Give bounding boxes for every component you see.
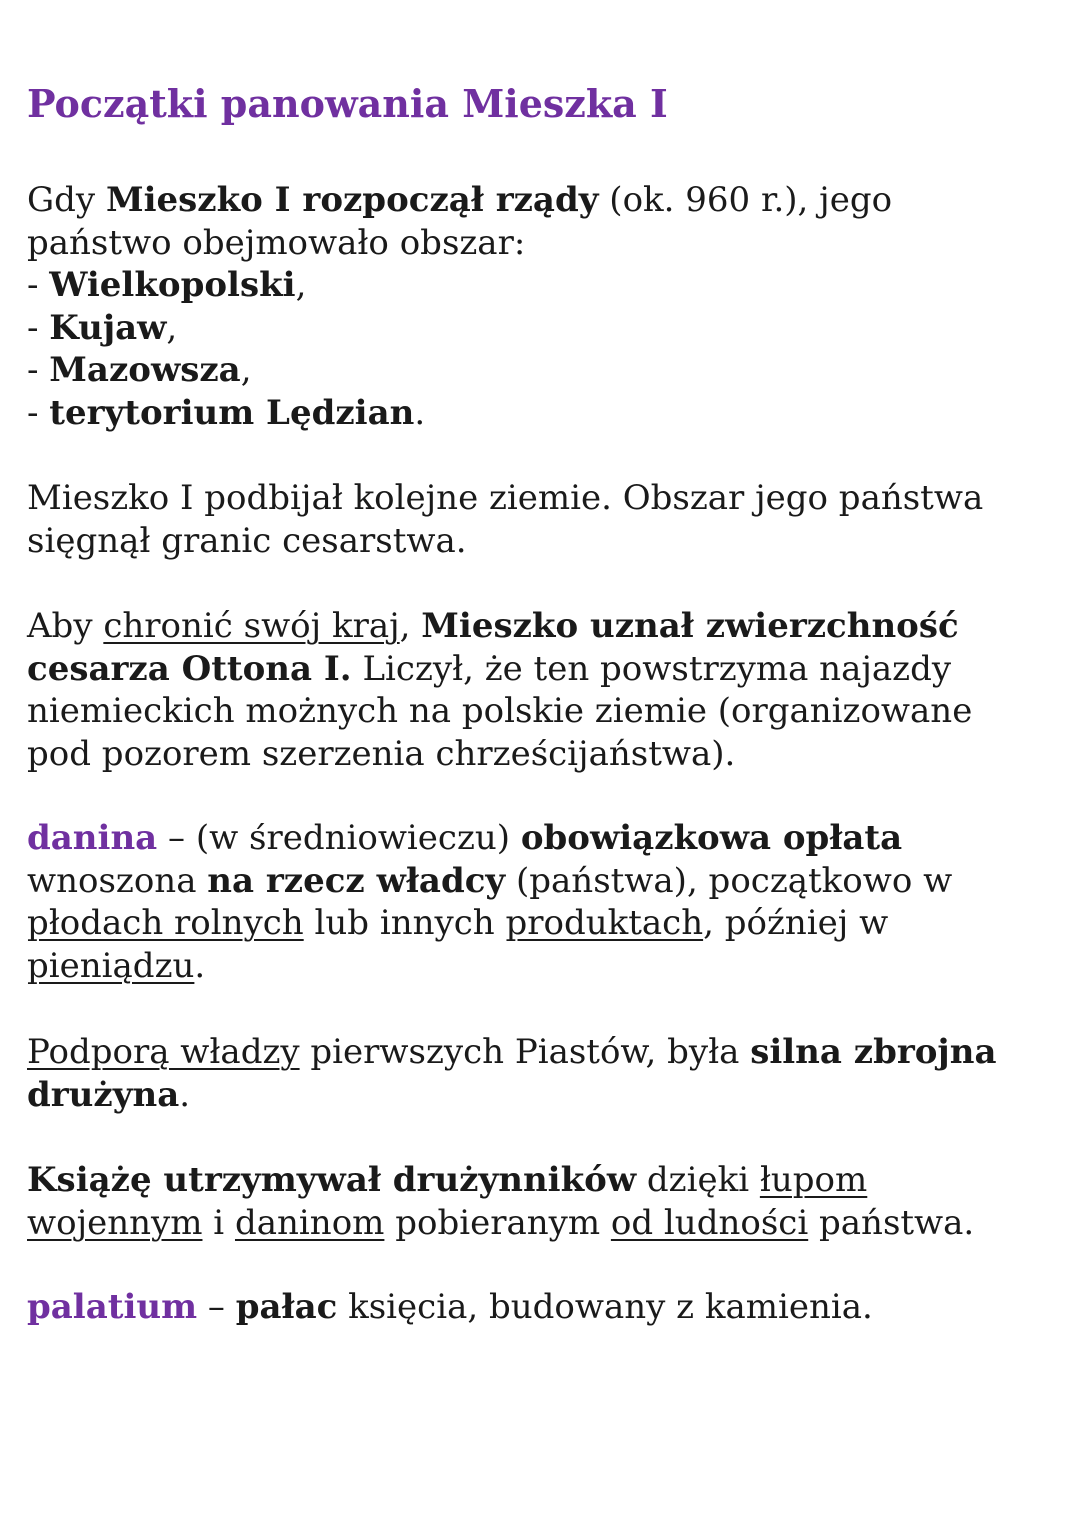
text: i: [202, 1202, 235, 1243]
list-dash: -: [27, 307, 50, 348]
paragraph-prince: [27, 1159, 1057, 1244]
bold-text: na rzecz władcy: [207, 860, 506, 901]
bold-text: obowiązkowa opłata: [520, 818, 903, 858]
underlined-text: od ludności: [610, 1202, 809, 1243]
definition-danina: [27, 817, 1057, 987]
bold-text: Mieszko uznał zwierzchność: [421, 606, 959, 646]
text-line: [27, 1031, 1057, 1074]
text: .: [194, 945, 206, 986]
text-line: pod pozorem szerzenia chrześcijaństwa).: [27, 733, 736, 774]
definition-term: palatium: [27, 1287, 198, 1327]
paragraph-conquests: [27, 477, 1057, 562]
punctuation: ,: [295, 265, 307, 305]
text: ,: [399, 606, 422, 646]
text-line: niemieckich możnych na polskie ziemie (organizowane: [27, 691, 973, 731]
paragraph-retinue: [27, 1031, 1057, 1116]
territory-name: Mazowsza: [49, 350, 241, 390]
underlined-text: chronić swój kraj: [103, 606, 400, 646]
list-item: [27, 307, 1057, 350]
underlined-text: płodach rolnych: [27, 903, 304, 943]
bold-text: silna zbrojna: [750, 1032, 997, 1072]
text: Aby: [27, 606, 104, 646]
bold-text: drużyna: [27, 1074, 180, 1115]
territory-list: [27, 264, 1057, 434]
paragraph-territory: [27, 179, 1057, 434]
text: Liczył, że ten powstrzyma najazdy: [351, 648, 952, 689]
territory-name: Wielkopolski: [49, 265, 296, 305]
text-line: [27, 817, 1057, 860]
list-dash: -: [27, 392, 50, 433]
text-line: [27, 1159, 1057, 1202]
text-line: [27, 648, 1057, 691]
text: (państwa), początkowo w: [505, 860, 953, 901]
list-item: [27, 264, 1057, 307]
text-line: [27, 1286, 1057, 1329]
text: wnoszona: [27, 860, 208, 901]
text-line: [27, 902, 1057, 945]
underlined-text: daninom: [234, 1202, 385, 1243]
text: dzięki: [636, 1160, 760, 1200]
text: –: [197, 1287, 236, 1327]
text: .: [179, 1074, 191, 1115]
text: , później w: [703, 903, 889, 943]
text-line: [27, 945, 1057, 988]
underlined-text: pieniądzu: [27, 945, 195, 986]
bold-text: pałac: [235, 1287, 338, 1327]
text-line: [27, 1074, 1057, 1117]
bold-text: Książę utrzymywał drużynników: [27, 1160, 637, 1200]
text-line: [27, 860, 1057, 903]
text: księcia, budowany z kamienia.: [337, 1287, 873, 1327]
definition-term: danina: [27, 818, 158, 858]
page-title: Początki panowania Mieszka I: [27, 81, 668, 126]
definition-palatium: [27, 1286, 1057, 1329]
text: – (w średniowieczu): [157, 818, 521, 858]
underlined-text: wojennym: [27, 1202, 203, 1243]
list-item: [27, 392, 1057, 435]
territory-name: terytorium Lędzian: [49, 392, 415, 433]
underlined-text: łupom: [759, 1160, 868, 1200]
text: pierwszych Piastów, była: [299, 1032, 751, 1072]
punctuation: .: [414, 392, 426, 433]
text-line: [27, 1202, 1057, 1245]
text: lub innych: [303, 903, 506, 943]
text-line: [27, 179, 1057, 222]
list-dash: -: [27, 350, 50, 390]
punctuation: ,: [166, 307, 178, 348]
text-line: [27, 605, 1057, 648]
list-item: [27, 349, 1057, 392]
text-line: Mieszko I podbijał kolejne ziemie. Obszar jego państwa: [27, 478, 984, 518]
bold-text: cesarza Ottona I.: [27, 648, 352, 689]
text: pobieranym: [384, 1202, 611, 1243]
text: Gdy: [27, 180, 106, 220]
punctuation: ,: [240, 350, 252, 390]
paragraph-emperor: [27, 605, 1057, 775]
territory-name: Kujaw: [49, 307, 167, 348]
text-line: państwo obejmowało obszar:: [27, 222, 526, 263]
bold-text: Mieszko I rozpoczął rządy: [105, 180, 599, 220]
text: (ok. 960 r.), jego: [598, 180, 893, 220]
text-line: sięgnął granic cesarstwa.: [27, 520, 467, 561]
underlined-text: produktach: [505, 903, 704, 943]
text: państwa.: [808, 1202, 975, 1243]
list-dash: -: [27, 265, 50, 305]
underlined-text: Podporą władzy: [27, 1032, 300, 1072]
